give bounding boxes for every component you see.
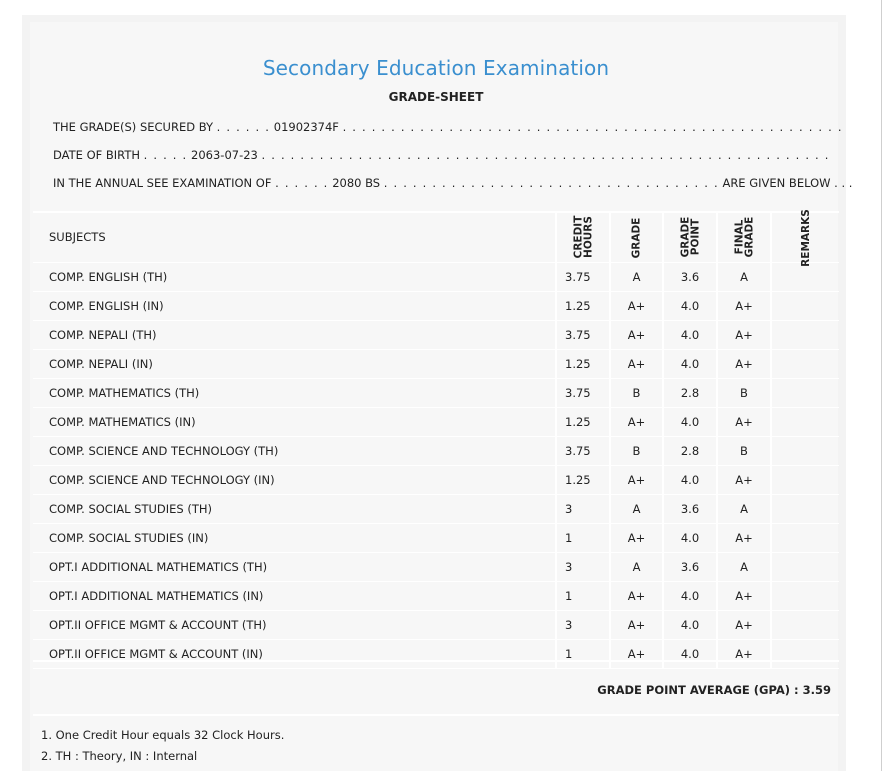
table-row (33, 262, 839, 291)
remarks (771, 349, 839, 378)
grade-point: 4.0 (663, 291, 717, 320)
remarks (771, 523, 839, 552)
remarks (771, 378, 839, 407)
grade: B (610, 378, 663, 407)
note-abbreviations: 2. TH : Theory, IN : Internal (41, 749, 198, 763)
header-subjects (33, 212, 556, 262)
final-grade: A+ (717, 523, 771, 552)
credit-hours: 1 (556, 523, 610, 552)
remarks (771, 407, 839, 436)
header-final-grade (717, 212, 771, 262)
header-credit-hours (556, 212, 610, 262)
gpa-section (33, 660, 839, 716)
grade-point: 3.6 (663, 494, 717, 523)
remarks (771, 581, 839, 610)
grade-point: 4.0 (663, 639, 717, 668)
grades-table (33, 211, 839, 669)
table-row (33, 436, 839, 465)
subject-name: COMP. MATHEMATICS (IN) (33, 407, 556, 436)
subject-name: COMP. SOCIAL STUDIES (TH) (33, 494, 556, 523)
subject-name: COMP. MATHEMATICS (TH) (33, 378, 556, 407)
final-grade: B (717, 436, 771, 465)
secured-by-line (53, 120, 843, 134)
credit-hours: 1.25 (556, 465, 610, 494)
table-row (33, 610, 839, 639)
credit-hours: 1.25 (556, 291, 610, 320)
header-final-grade-label: FINAL GRADE (733, 216, 755, 258)
grade-point: 3.6 (663, 262, 717, 291)
grade-point: 4.0 (663, 407, 717, 436)
dots: . . . . . . (216, 120, 271, 134)
table-row (33, 320, 839, 349)
note-credit-hours: 1. One Credit Hour equals 32 Clock Hours. (41, 728, 285, 742)
credit-hours: 1 (556, 639, 610, 668)
grade: A (610, 262, 663, 291)
table-row (33, 552, 839, 581)
table-row (33, 523, 839, 552)
final-grade: A+ (717, 465, 771, 494)
grade-point: 3.6 (663, 552, 717, 581)
grade: A+ (610, 320, 663, 349)
remarks (771, 465, 839, 494)
grade: A+ (610, 523, 663, 552)
final-grade: A+ (717, 407, 771, 436)
date-of-birth: 2063-07-23 (191, 148, 258, 162)
grade-point: 2.8 (663, 378, 717, 407)
grade-point: 4.0 (663, 320, 717, 349)
credit-hours: 1.25 (556, 407, 610, 436)
exam-label: IN THE ANNUAL SEE EXAMINATION OF (53, 176, 272, 190)
remarks (771, 552, 839, 581)
credit-hours: 3.75 (556, 378, 610, 407)
table-header-row (33, 212, 839, 262)
final-grade: A+ (717, 320, 771, 349)
final-grade: A+ (717, 349, 771, 378)
dots: . . . . . (143, 148, 188, 162)
credit-hours: 3 (556, 610, 610, 639)
subject-name: OPT.I ADDITIONAL MATHEMATICS (IN) (33, 581, 556, 610)
final-grade: B (717, 378, 771, 407)
header-credit-hours-label: CREDIT HOURS (572, 215, 594, 259)
final-grade: A+ (717, 291, 771, 320)
credit-hours: 3.75 (556, 320, 610, 349)
grade-point: 4.0 (663, 581, 717, 610)
final-grade: A+ (717, 610, 771, 639)
grade-point: 2.8 (663, 436, 717, 465)
table-row (33, 581, 839, 610)
grade: B (610, 436, 663, 465)
given-below: ARE GIVEN BELOW . . . (722, 176, 853, 190)
table-row (33, 349, 839, 378)
grade: A+ (610, 581, 663, 610)
credit-hours: 1.25 (556, 349, 610, 378)
subject-name: COMP. ENGLISH (IN) (33, 291, 556, 320)
final-grade: A+ (717, 639, 771, 668)
final-grade: A (717, 552, 771, 581)
credit-hours: 1 (556, 581, 610, 610)
header-grade (610, 212, 663, 262)
remarks (771, 436, 839, 465)
gpa-value: GRADE POINT AVERAGE (GPA) : 3.59 (597, 683, 831, 697)
header-grade-point (663, 212, 717, 262)
dob-label: DATE OF BIRTH (53, 148, 141, 162)
final-grade: A+ (717, 581, 771, 610)
subject-name: COMP. ENGLISH (TH) (33, 262, 556, 291)
credit-hours: 3 (556, 494, 610, 523)
table-row (33, 407, 839, 436)
grade: A+ (610, 349, 663, 378)
grade-point: 4.0 (663, 610, 717, 639)
grade-point: 4.0 (663, 349, 717, 378)
header-grade-label: GRADE (630, 217, 643, 259)
remarks (771, 291, 839, 320)
exam-line (53, 176, 852, 190)
subject-name: OPT.II OFFICE MGMT & ACCOUNT (IN) (33, 639, 556, 668)
subject-name: COMP. SCIENCE AND TECHNOLOGY (IN) (33, 465, 556, 494)
dots: . . . . . . (275, 176, 329, 190)
grade-sheet-heading: GRADE-SHEET (388, 90, 484, 104)
secured-by-label: THE GRADE(S) SECURED BY (53, 120, 214, 134)
grade: A (610, 552, 663, 581)
exam-year: 2080 BS (332, 176, 381, 190)
grade-point: 4.0 (663, 523, 717, 552)
dots: . . . . . . . . . . . . . . . . . . . . . . . . . . . . . . . . . . . . . . . . . . . . . . . . . . . . . . . . . . . (261, 148, 830, 162)
grade: A+ (610, 407, 663, 436)
final-grade: A (717, 494, 771, 523)
subject-name: OPT.I ADDITIONAL MATHEMATICS (TH) (33, 552, 556, 581)
subject-name: COMP. SOCIAL STUDIES (IN) (33, 523, 556, 552)
header-grade-point-label: GRADE POINT (679, 216, 701, 258)
remarks (771, 320, 839, 349)
credit-hours: 3.75 (556, 436, 610, 465)
subject-name: COMP. NEPALI (IN) (33, 349, 556, 378)
table-row (33, 291, 839, 320)
subject-name: OPT.II OFFICE MGMT & ACCOUNT (TH) (33, 610, 556, 639)
grade-point: 4.0 (663, 465, 717, 494)
header-remarks-label: REMARKS (799, 209, 812, 268)
grade: A+ (610, 610, 663, 639)
grade: A+ (610, 639, 663, 668)
header-subjects-label: SUBJECTS (49, 230, 106, 245)
grade: A (610, 494, 663, 523)
exam-title: Secondary Education Examination (262, 56, 610, 80)
table-row (33, 494, 839, 523)
dots: . . . . . . . . . . . . . . . . . . . . . . . . . . . . . . . . . . . (383, 176, 719, 190)
table-row (33, 465, 839, 494)
dots: . . . . . . . . . . . . . . . . . . . . . . . . . . . . . . . . . . . . . . . . . . . . . . . . . . . . (342, 120, 843, 134)
header-remarks (771, 209, 839, 268)
credit-hours: 3.75 (556, 262, 610, 291)
grade: A+ (610, 465, 663, 494)
remarks (771, 494, 839, 523)
table-row (33, 378, 839, 407)
final-grade: A (717, 262, 771, 291)
subject-name: COMP. SCIENCE AND TECHNOLOGY (TH) (33, 436, 556, 465)
scrollbar-edge (881, 0, 882, 771)
subject-name: COMP. NEPALI (TH) (33, 320, 556, 349)
credit-hours: 3 (556, 552, 610, 581)
remarks (771, 610, 839, 639)
dob-line (53, 148, 830, 162)
grade: A+ (610, 291, 663, 320)
symbol-number: 01902374F (273, 120, 339, 134)
